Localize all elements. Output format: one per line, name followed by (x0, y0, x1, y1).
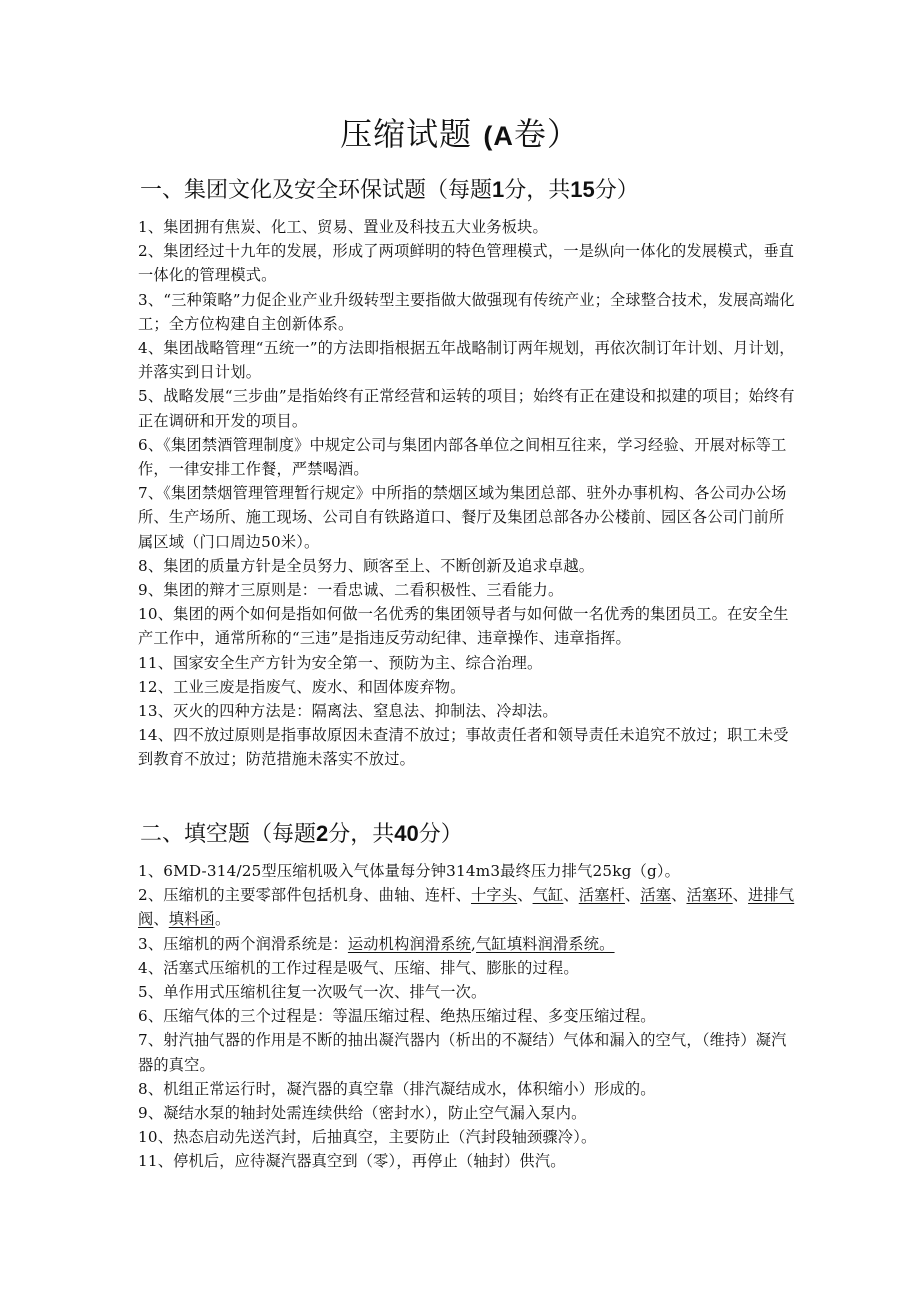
underlined-answer: 气缸填料润滑系统。 (476, 934, 615, 953)
list-item: 7、射汽抽气器的作用是不断的抽出凝汽器内（析出的不凝结）气体和漏入的空气，（维持）凝汽器的真空。 (138, 1031, 787, 1074)
list-item: 8、机组正常运行时，凝汽器的真空靠（排汽凝结成水，体积缩小）形成的。 (138, 1079, 656, 1098)
list-item: 14、四不放过原则是指事故原因未查清不放过；事故责任者和领导责任未追究不放过；职工未受到教育不放过；防范措施未落实不放过。 (138, 726, 789, 769)
underlined-answer: 气缸 (532, 886, 564, 905)
list-item: 8、集团的质量方针是全员努力、顾客至上、不断创新及追求卓越。 (138, 556, 595, 575)
section-heading-2: 二、填空题（每题2分，共40分） (140, 821, 463, 847)
list-item: 3、“三种策略”力促企业产业升级转型主要指做大做强现有传统产业；全球整合技术，发展高端化工；全方位构建自主创新体系。 (138, 290, 795, 333)
list-item: 3、压缩机的两个润滑系统是：运动机构润滑系统,气缸填料润滑系统。 (138, 934, 615, 953)
list-item: 2、压缩机的主要零部件包括机身、曲轴、连杆、十字头、气缸、活塞杆、活塞、活塞环、进排气阀、填料函。 (138, 886, 795, 929)
underlined-answer: 进排气阀 (138, 886, 795, 929)
title-tail-text: 卷） (513, 115, 580, 153)
underlined-answer: 活塞 (640, 886, 672, 905)
underlined-answer: 运动机构润滑系统 (347, 934, 472, 953)
list-item: 11、国家安全生产方针为安全第一、预防为主、综合治理。 (138, 653, 543, 672)
list-item: 1、集团拥有焦炭、化工、贸易、置业及科技五大业务板块。 (138, 218, 548, 236)
list-item: 10、热态启动先送汽封，后抽真空，主要防止（汽封段轴颈骤冷）。 (138, 1128, 597, 1147)
underlined-answer: 填料函 (168, 910, 215, 929)
list-item: 13、灭火的四种方法是：隔离法、窒息法、抑制法、冷却法。 (138, 702, 558, 721)
list-item: 6、压缩气体的三个过程是：等温压缩过程、绝热压缩过程、多变压缩过程。 (138, 1007, 656, 1026)
underlined-answer: 十字头 (471, 886, 518, 905)
list-item: 10、集团的两个如何是指如何做一名优秀的集团领导者与如何做一名优秀的集团员工。在安全生产工作中，通常所称的“三违”是指违反劳动纪律、违章操作、违章指挥。 (138, 605, 789, 648)
section-heading-1: 一、集团文化及安全环保试题（每题1分，共15分） (140, 177, 639, 203)
list-item: 9、凝结水泵的轴封处需连续供给（密封水），防止空气漏入泵内。 (138, 1104, 587, 1123)
document-title (0, 112, 920, 158)
list-item: 5、战略发展“三步曲”是指始终有正常经营和运转的项目；始终有正在建设和拟建的项目；始终有正在调研和开发的项目。 (138, 387, 795, 430)
underlined-answer: 活塞环 (686, 886, 733, 905)
list-item: 1、6MD-314/25型压缩机吸入气体量每分钟314m3最终压力排气25kg（g）。 (138, 862, 681, 880)
title-bold-text: (A (483, 121, 514, 151)
title-text: 压缩试题 (340, 115, 473, 153)
list-item: 2、集团经过十九年的发展，形成了两项鲜明的特色管理模式，一是纵向一体化的发展模式，垂直一体化的管理模式。 (138, 242, 795, 285)
section1-question-list (138, 215, 798, 772)
section2-question-list (138, 859, 798, 1174)
list-item: 9、集团的辩才三原则是：一看忠诚、二看积极性、三看能力。 (138, 581, 564, 600)
list-item: 5、单作用式压缩机往复一次吸气一次、排气一次。 (138, 983, 487, 1002)
list-item: 6、《集团禁酒管理制度》中规定公司与集团内部各单位之间相互往来，学习经验、开展对标等工作，一律安排工作餐，严禁喝酒。 (138, 435, 787, 479)
list-item: 4、活塞式压缩机的工作过程是吸气、压缩、排气、膨胀的过程。 (138, 958, 579, 977)
list-item: 7、《集团禁烟管理管理暂行规定》中所指的禁烟区域为集团总部、驻外办事机构、各公司办公场所、生产场所、施工现场、公司自有铁路道口、餐厅及集团总部各办公楼前、园区各公司门前所属区域（门口周边50米）。 (138, 484, 787, 551)
list-item: 4、集团战略管理“五统一”的方法即指根据五年战略制订两年规划，再依次制订年计划、月计划，并落实到日计划。 (138, 339, 795, 382)
list-item: 12、工业三废是指废气、废水、和固体废弃物。 (138, 677, 466, 696)
list-item: 11、停机后，应待凝汽器真空到（零），再停止（轴封）供汽。 (138, 1152, 566, 1171)
underlined-answer: 活塞杆 (578, 886, 625, 905)
